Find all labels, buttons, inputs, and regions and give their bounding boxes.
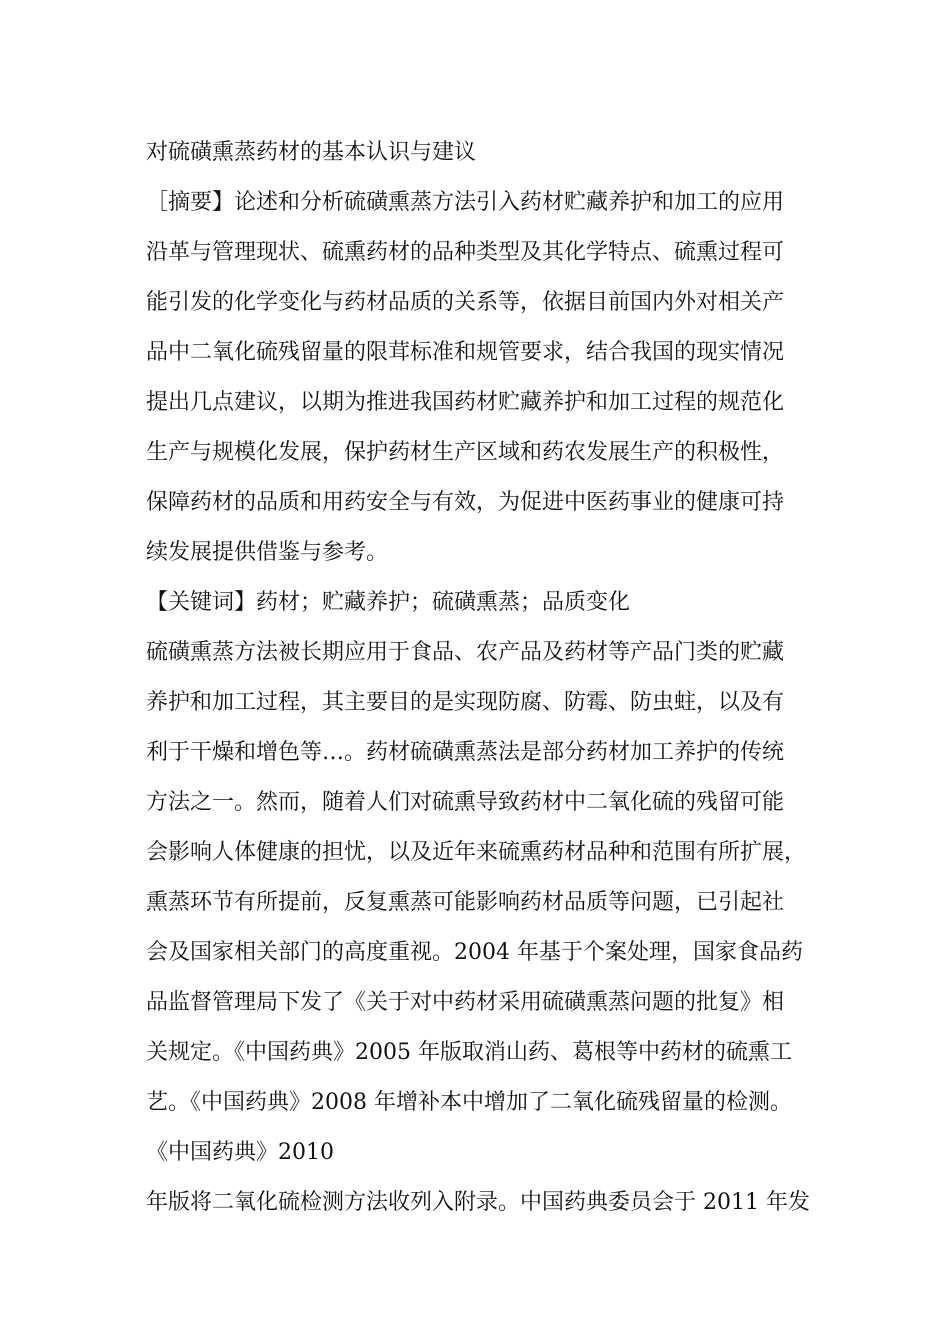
abstract-line: 能引发的化学变化与药材品质的关系等，依据目前国内外对相关产 [146,290,785,315]
keywords-line: 【关键词】药材；贮藏养护；硫磺熏蒸；品质变化 [146,590,631,615]
abstract-line: ［摘要】论述和分析硫磺熏蒸方法引入药材贮藏养护和加工的应用 [146,190,785,215]
body-line: 硫磺熏蒸方法被长期应用于食品、农产品及药材等产品门类的贮藏 [146,640,785,665]
body-line: 熏蒸环节有所提前，反复熏蒸可能影响药材品质等问题，已引起社 [146,890,785,915]
abstract-line: 续发展提供借鉴与参考。 [146,540,389,565]
body-line: 方法之一。然而，随着人们对硫熏导致药材中二氧化硫的残留可能 [146,790,785,815]
abstract-line: 保障药材的品质和用药安全与有效，为促进中医药事业的健康可持 [146,490,785,515]
body-line: 艺。《中国药典》2008 年增补本中增加了二氧化硫残留量的检测。 [146,1090,792,1115]
body-line: 品监督管理局下发了《关于对中药材采用硫磺熏蒸问题的批复》相 [146,990,785,1015]
abstract-line: 沿革与管理现状、硫熏药材的品种类型及其化学特点、硫熏过程可 [146,240,785,265]
body-line: 利于干燥和增色等…。药材硫磺熏蒸法是部分药材加工养护的传统 [146,740,785,765]
document-title: 对硫磺熏蒸药材的基本认识与建议 [146,140,477,165]
body-line: 《中国药典》2010 [146,1140,334,1165]
body-line: 关规定。《中国药典》2005 年版取消山药、葛根等中药材的硫熏工 [146,1040,792,1065]
abstract-line: 品中二氧化硫残留量的限茸标准和规管要求，结合我国的现实情况 [146,340,785,365]
body-line: 养护和加工过程，其主要目的是实现防腐、防霉、防虫蛀，以及有 [146,690,785,715]
abstract-line: 生产与规模化发展，保护药材生产区域和药农发展生产的积极性， [146,440,785,465]
body-line: 会影响人体健康的担忧，以及近年来硫熏药材品种和范围有所扩展， [146,840,807,865]
abstract-line: 提出几点建议，以期为推进我国药材贮藏养护和加工过程的规范化 [146,390,785,415]
body-line: 会及国家相关部门的高度重视。2004 年基于个案处理，国家食品药 [146,940,803,965]
body-line: 年版将二氧化硫检测方法收列入附录。中国药典委员会于 2011 年发 [146,1190,810,1215]
